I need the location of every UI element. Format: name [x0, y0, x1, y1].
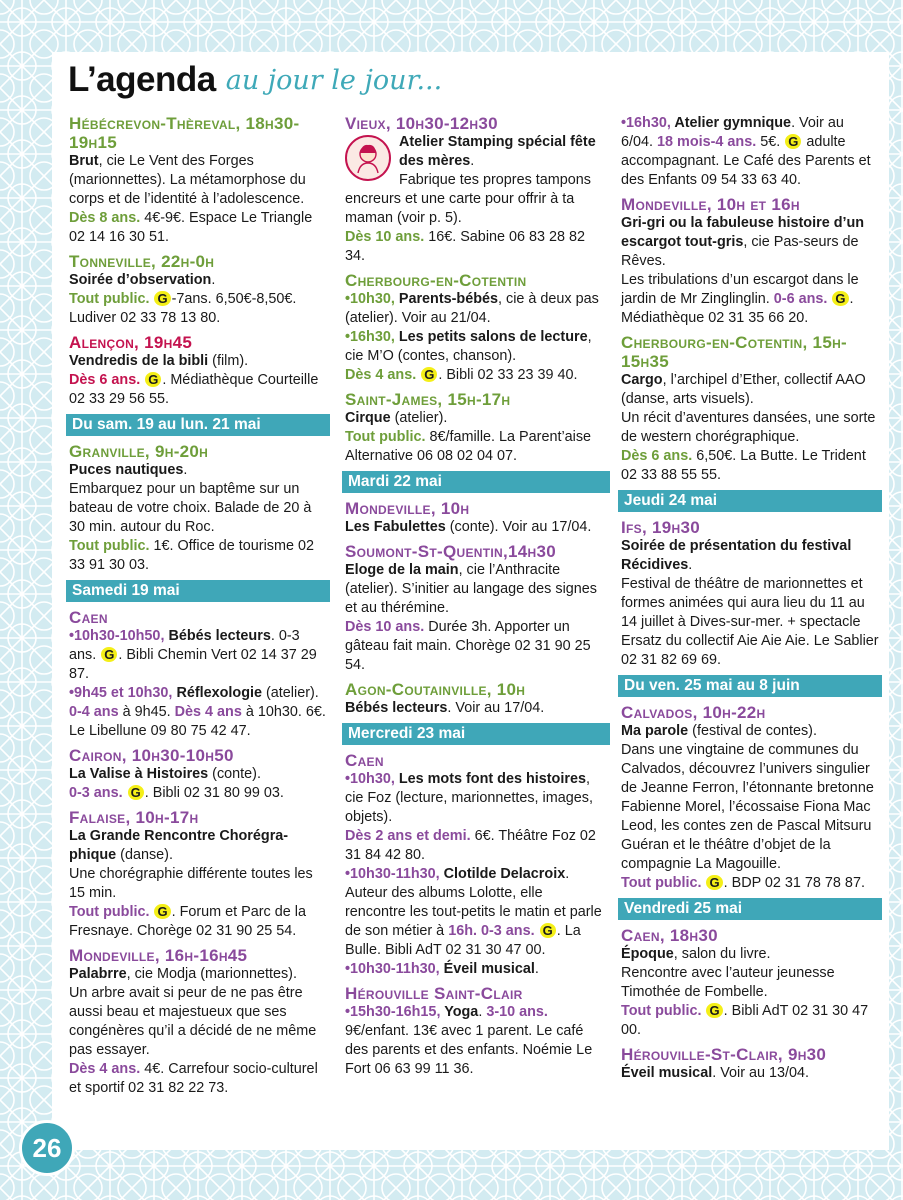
event-vieux — [345, 114, 607, 266]
age-label: 18 mois-4 ans. — [657, 134, 757, 150]
event-text: 1€. Office de tourisme 02 33 91 30 03. — [69, 538, 314, 573]
age-label: 0-4 ans — [69, 704, 119, 720]
event-text: Embarquez pour un baptême sur un bateau de votre choix. Balade de 20 à 30 min. autour du Roc. — [69, 481, 312, 535]
gratuit-badge: G — [154, 904, 170, 919]
age-label: Dès 2 ans et demi. — [345, 828, 471, 844]
event-title: Les Fabulettes — [345, 519, 446, 535]
date-bar: Samedi 19 mai — [66, 580, 330, 602]
event-title: Bébés lecteurs — [168, 628, 271, 644]
event-title: Les mots font des histoires — [398, 771, 586, 787]
event-falaise — [69, 808, 327, 941]
event-title: Ma parole — [621, 723, 689, 739]
event-tonneville — [69, 252, 327, 328]
event-place: Hérouville-St-Clair, 9h30 — [621, 1045, 827, 1064]
event-text: Dans une vingtaine de communes du Calvados, découvrez l’univers singulier de Jeanne Ferron, l’étonnante bretonne Fabienne Morel, l’écossaise Fiona Mac Leod, les contes zen de Pascal Mitsuru Guéran et le théâtre d’objet de la compagnie La Magouille. — [621, 742, 874, 872]
event-place: Vieux, 10h30-12h30 — [345, 114, 498, 133]
event-time: •9h45 et 10h30, — [69, 685, 177, 701]
event-text: Rencontre avec l’auteur jeunesse Timothée de Fombelle. — [621, 965, 835, 1000]
event-text: . BDP 02 31 78 78 87. — [723, 875, 865, 891]
event-text: . — [534, 961, 539, 977]
audience-label: Tout public. — [345, 429, 426, 445]
event-place: Soumont-St-Quentin,14h30 — [345, 542, 556, 561]
event-alencon — [69, 333, 327, 409]
event-text: Un arbre avait si peur de ne pas être aussi beau et majestueux que ses congénères qu’il a décidé de ne même pas essayer. — [69, 985, 317, 1058]
page-header — [68, 60, 442, 104]
event-place: Cherbourg-en-Cotentin, 15h-15h35 — [621, 333, 847, 371]
event-text: , cie à deux pas (atelier). Voir au 21/04. — [345, 291, 599, 326]
event-text: . — [211, 272, 216, 288]
event-place: Ifs, 19h30 — [621, 518, 700, 537]
event-text: , cie M’O (contes, chanson). — [345, 329, 592, 364]
event-cherbourg — [345, 271, 607, 385]
event-title: Brut — [69, 153, 99, 169]
event-time: •10h30, — [345, 291, 399, 307]
event-calvados — [621, 703, 879, 893]
event-text: (conte). Voir au 17/04. — [445, 519, 592, 535]
page-title: L’agenda — [68, 60, 216, 99]
event-text: , cie Foz (lecture, marionnettes, images, objets). — [345, 771, 593, 825]
event-agon — [345, 680, 607, 718]
event-place: Caen, 18h30 — [621, 926, 718, 945]
event-place: Granville, 9h-20h — [69, 442, 209, 461]
event-place: Cherbourg-en-Cotentin — [345, 271, 527, 290]
event-title: Bébés lecteurs — [345, 700, 448, 716]
event-place: Mondeville, 10h — [345, 499, 470, 518]
event-caen — [69, 608, 327, 741]
event-time: •15h30-16h15, — [345, 1004, 445, 1020]
event-text: . Bibli Chemin Vert 02 14 37 29 87. — [69, 647, 317, 682]
event-time: •16h30, — [345, 329, 399, 345]
event-title: Éveil musical — [621, 1065, 713, 1081]
event-place: Hérouville Saint-Clair — [345, 984, 523, 1003]
event-text: à 10h30. 6€. Le Libellune 09 80 75 42 47. — [69, 704, 326, 739]
audience-label: Tout public. — [69, 538, 150, 554]
event-text: 4€-9€. Espace Le Triangle 02 14 16 30 51. — [69, 210, 313, 245]
event-caen-epoque — [621, 926, 879, 1040]
event-time: •10h30-11h30, — [345, 866, 444, 882]
event-text: . Voir au 17/04. — [447, 700, 545, 716]
age-label: 0-6 ans. — [773, 291, 828, 307]
event-title: Réflexologie — [176, 685, 263, 701]
event-title: Parents-bébés — [398, 291, 499, 307]
event-place: Calvados, 10h-22h — [621, 703, 766, 722]
event-text: (festival de contes). — [688, 723, 817, 739]
event-text: . Forum et Parc de la Fresnaye. Chorège 02 31 90 25 54. — [69, 904, 306, 939]
event-place: Alençon, 19h45 — [69, 333, 193, 352]
event-title: Clotilde Delacroix — [443, 866, 566, 882]
age-label: Dès 6 ans. — [621, 448, 693, 464]
event-text: , l’archipel d’Ether, collectif AAO (danse, arts visuels). — [621, 372, 866, 407]
event-text: , cie Modja (marionnettes). — [126, 966, 297, 982]
event-place: Cairon, 10h30-10h50 — [69, 746, 234, 765]
girl-face-icon — [350, 140, 386, 176]
audience-label: Tout public. — [621, 1003, 702, 1019]
date-bar: Mardi 22 mai — [342, 471, 610, 493]
event-caen-23 — [345, 751, 607, 979]
gratuit-badge: G — [832, 291, 848, 306]
event-text: (danse). — [116, 847, 173, 863]
gratuit-badge: G — [101, 647, 117, 662]
event-title: Soirée d’observation — [69, 272, 212, 288]
event-text: 8€/famille. La Parent’aise Alternative 06 08 02 04 07. — [345, 429, 592, 464]
event-text: Une chorégraphie différente toutes les 15 min. — [69, 866, 313, 901]
column-2 — [345, 114, 607, 1084]
column-1 — [69, 114, 327, 1103]
event-text: . Auteur des albums Lolotte, elle rencontre les tout-petits le matin et parle de son métier à — [345, 866, 602, 939]
event-text: 9€/enfant. 13€ avec 1 parent. Le café des parents et des enfants. Noémie Le Fort 06 63 99 11 36. — [345, 1023, 593, 1077]
event-place: Mondeville, 10h et 16h — [621, 195, 800, 214]
page-subtitle: au jour le jour... — [225, 64, 443, 96]
date-bar: Vendredi 25 mai — [618, 898, 882, 920]
event-text: (conte). — [208, 766, 261, 782]
event-text: . Voir au 6/04. — [621, 115, 844, 150]
age-label: Dès 10 ans. — [345, 619, 425, 635]
event-text: Durée 3h. Apporter un gâteau fait main. Chorège 02 31 90 25 54. — [345, 619, 591, 673]
event-mondeville-grigri — [621, 195, 879, 328]
event-text: 6€. Théâtre Foz 02 31 84 42 80. — [345, 828, 596, 863]
event-title: Puces nautiques — [69, 462, 184, 478]
event-text: . Bibli 02 33 23 39 40. — [438, 367, 578, 383]
audience-label: Tout public. — [621, 875, 702, 891]
audience-label: Tout public. — [69, 291, 150, 307]
age-label: Dès 8 ans. — [69, 210, 141, 226]
date-bar: Du sam. 19 au lun. 21 mai — [66, 414, 330, 436]
event-place: Mondeville, 16h-16h45 — [69, 946, 248, 965]
age-label: 0-3 ans. — [69, 785, 123, 801]
event-text: , cie Pas-seurs de Rêves. — [621, 234, 859, 269]
event-text: , salon du livre. — [673, 946, 771, 962]
age-label: Dès 4 ans. — [345, 367, 417, 383]
event-text: . Voir au 13/04. — [712, 1065, 810, 1081]
event-text: . — [688, 557, 693, 573]
event-title: Eloge de la main — [345, 562, 459, 578]
event-mondeville-10h — [345, 499, 607, 537]
date-bar: Jeudi 24 mai — [618, 490, 882, 512]
age-label: 16h. 0-3 ans. — [448, 923, 535, 939]
girl-illustration-icon — [345, 135, 391, 181]
event-text: . Médiathèque Courteille 02 33 29 56 55. — [69, 372, 319, 407]
event-place: Caen — [69, 608, 108, 627]
event-text: . Médiathèque 02 31 35 66 20. — [621, 291, 854, 326]
gratuit-badge: G — [706, 1003, 722, 1018]
event-title: Gri-gri ou la fabuleuse histoire d’un escargot tout-gris — [621, 215, 865, 250]
event-title: Soirée de présentation du festival Récidives — [621, 538, 852, 573]
event-text: Les tribulations d’un escargot dans le jardin de Mr Zinglinglin. — [621, 272, 859, 307]
event-text: , cie Le Vent des Forges (marionnettes). La métamorphose du corps et de l’identité à l’adolescence. — [69, 153, 306, 207]
event-text: . — [478, 1004, 487, 1020]
event-text: à 9h45. — [118, 704, 175, 720]
date-bar: Du ven. 25 mai au 8 juin — [618, 675, 882, 697]
event-title: Vendredis de la bibli — [69, 353, 209, 369]
event-place: Agon-Coutainville, 10h — [345, 680, 526, 699]
event-soumont — [345, 542, 607, 675]
event-text: . Bibli AdT 02 31 30 47 00. — [621, 1003, 869, 1038]
event-hebecrevon — [69, 114, 327, 247]
gratuit-badge: G — [128, 785, 144, 800]
age-label: Dès 4 ans — [174, 704, 242, 720]
age-label: Dès 10 ans. — [345, 229, 425, 245]
event-text: (atelier). — [390, 410, 448, 426]
event-text: (film). — [208, 353, 249, 369]
age-label: 3-10 ans. — [486, 1004, 548, 1020]
event-time: •16h30, — [621, 115, 675, 131]
gratuit-badge: G — [154, 291, 170, 306]
event-text: . 0-3 ans. — [69, 628, 300, 663]
event-title: Cargo — [621, 372, 663, 388]
event-place: Falaise, 10h-17h — [69, 808, 199, 827]
event-title: La Valise à Histoires — [69, 766, 209, 782]
event-cherbourg-cargo — [621, 333, 879, 485]
event-text: Festival de théâtre de marionnettes et formes animées qui aura lieu du 11 au 14 juillet à Dives-sur-mer. + spectacle Ersatz du collectif Aie Aie Aie. Le Sablier 02 31 82 69 69. — [621, 576, 879, 668]
page-number-badge: 26 — [19, 1120, 75, 1176]
event-time: •10h30-10h50, — [69, 628, 169, 644]
event-saint-james — [345, 390, 607, 466]
event-place: Saint-James, 15h-17h — [345, 390, 511, 409]
event-title: Palabrre — [69, 966, 127, 982]
event-text: . Bibli 02 31 80 99 03. — [144, 785, 284, 801]
event-gym — [621, 114, 879, 190]
event-text: . — [470, 153, 475, 169]
gratuit-badge: G — [785, 134, 801, 149]
event-place: Tonneville, 22h-0h — [69, 252, 215, 271]
event-place: Caen — [345, 751, 384, 770]
event-mondeville — [69, 946, 327, 1098]
event-text: 5€. — [756, 134, 785, 150]
audience-label: Tout public. — [69, 904, 150, 920]
event-text: 6,50€. La Butte. Le Trident 02 33 88 55 55. — [621, 448, 866, 483]
event-text: 16€. Sabine 06 83 28 82 34. — [345, 229, 586, 264]
event-title: Époque — [621, 946, 674, 962]
gratuit-badge: G — [421, 367, 437, 382]
event-text: Fabrique tes propres tampons encreurs et une carte pour offrir à ta maman (voir p. 5). — [345, 172, 591, 226]
event-text: adulte accompagnant. Le Café des Parents et des Enfants 09 54 33 63 40. — [621, 134, 871, 188]
event-title: Cirque — [345, 410, 391, 426]
date-bar: Mercredi 23 mai — [342, 723, 610, 745]
event-time: •10h30, — [345, 771, 399, 787]
event-place: Hébécrevon-Thèreval, 18h30-19h15 — [69, 114, 300, 152]
event-herouville-eveil — [621, 1045, 879, 1083]
gratuit-badge: G — [145, 372, 161, 387]
event-cairon — [69, 746, 327, 803]
event-text: 4€. Carrefour socio-culturel et sportif 02 31 82 22 73. — [69, 1061, 318, 1096]
gratuit-badge: G — [540, 923, 556, 938]
event-time: •10h30-11h30, — [345, 961, 444, 977]
event-title: Atelier gymnique — [674, 115, 792, 131]
column-3 — [621, 114, 879, 1088]
agenda-panel — [52, 52, 889, 1150]
event-title: Les petits salons de lecture — [398, 329, 588, 345]
gratuit-badge: G — [706, 875, 722, 890]
event-title: Éveil musical — [443, 961, 535, 977]
age-label: Dès 4 ans. — [69, 1061, 141, 1077]
event-herouville — [345, 984, 607, 1079]
event-text: . — [183, 462, 188, 478]
event-title: Yoga — [444, 1004, 479, 1020]
event-text: , cie l’Anthracite (atelier). S’initier au langage des signes et au thérémine. — [345, 562, 597, 616]
event-text: . La Bulle. Bibli AdT 02 31 30 47 00. — [345, 923, 581, 958]
age-label: Dès 6 ans. — [69, 372, 141, 388]
event-text: Un récit d’aventures dansées, une sorte de western chorégraphique. — [621, 410, 876, 445]
event-text: (atelier). — [262, 685, 319, 701]
event-ifs — [621, 518, 879, 670]
event-granville — [69, 442, 327, 575]
event-title: Atelier Stamping spécial fête des mères — [399, 134, 596, 169]
event-text: -7ans. 6,50€-8,50€. Ludiver 02 33 78 13 80. — [69, 291, 297, 326]
event-title: La Grande Rencontre Chorégra-phique — [69, 828, 289, 863]
